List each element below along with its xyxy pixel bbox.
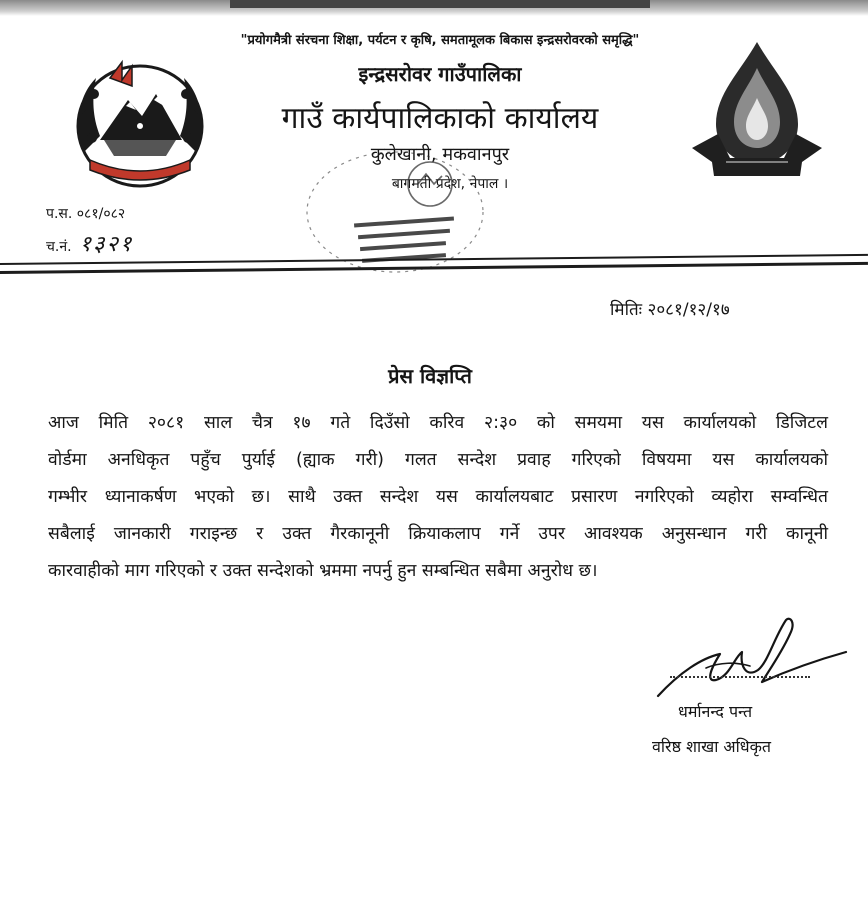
- body-line: कारवाहीको माग गरिएको र उक्त सन्देशको भ्रममा नपर्नु हुन सम्बन्धित सबैमा अनुरोध छ।: [48, 561, 598, 581]
- signature-icon: [650, 612, 850, 702]
- nepal-emblem-icon: [70, 56, 210, 192]
- chalani-number: १३२१: [79, 232, 134, 257]
- letter-date: मितिः २०८१/१२/१७: [610, 300, 730, 320]
- address-line-1: कुलेखानी, मकवानपुर: [370, 144, 510, 165]
- chalani-number-row: [46, 228, 133, 258]
- office-name: गाउँ कार्यपालिकाको कार्यालय: [281, 101, 599, 136]
- body-line: वोर्डमा अनधिकृत पहुँच पुर्याई (ह्याक गरी) गलत सन्देश प्रवाह गरिएको विषयमा यस कार्यालयको: [48, 450, 828, 470]
- municipality-name: इन्द्रसरोवर गाउँपालिका: [358, 62, 522, 86]
- press-release-title: प्रेस विज्ञप्ति: [388, 364, 472, 388]
- signatory-name: धर्मानन्द पन्त: [678, 702, 753, 721]
- signature-line: [670, 676, 810, 678]
- motto: "प्रयोगमैत्री संरचना शिक्षा, पर्यटन र कृषि, समतामूलक बिकास इन्द्रसरोवरको समृद्धि": [240, 33, 640, 48]
- fiscal-year: प.स. ०८१/०८२: [46, 206, 126, 222]
- body-line: सबैलाई जानकारी गराइन्छ र उक्त गैरकानूनी क्रियाकलाप गर्ने उपर आवश्यक अनुसन्धान गरी कानूनी: [48, 524, 828, 544]
- scan-shadow: [230, 0, 650, 8]
- body-line: आज मिति २०८१ साल चैत्र १७ गते दिउँसो करिव २:३० को समयमा यस कार्यालयको डिजिटल: [48, 413, 828, 433]
- chalani-label: च.नं.: [46, 239, 72, 255]
- press-release-body: [48, 405, 828, 590]
- signatory-title: वरिष्ठ शाखा अधिकृत: [652, 737, 772, 756]
- address-line-2: बागमती प्रदेश, नेपाल ।: [391, 176, 509, 192]
- municipality-logo-icon: [690, 38, 824, 178]
- body-line: गम्भीर ध्यानाकर्षण भएको छ। साथै उक्त सन्देश यस कार्यालयबाट प्रसारण नगरिएको व्यहोरा सम्वन्धित: [48, 487, 828, 507]
